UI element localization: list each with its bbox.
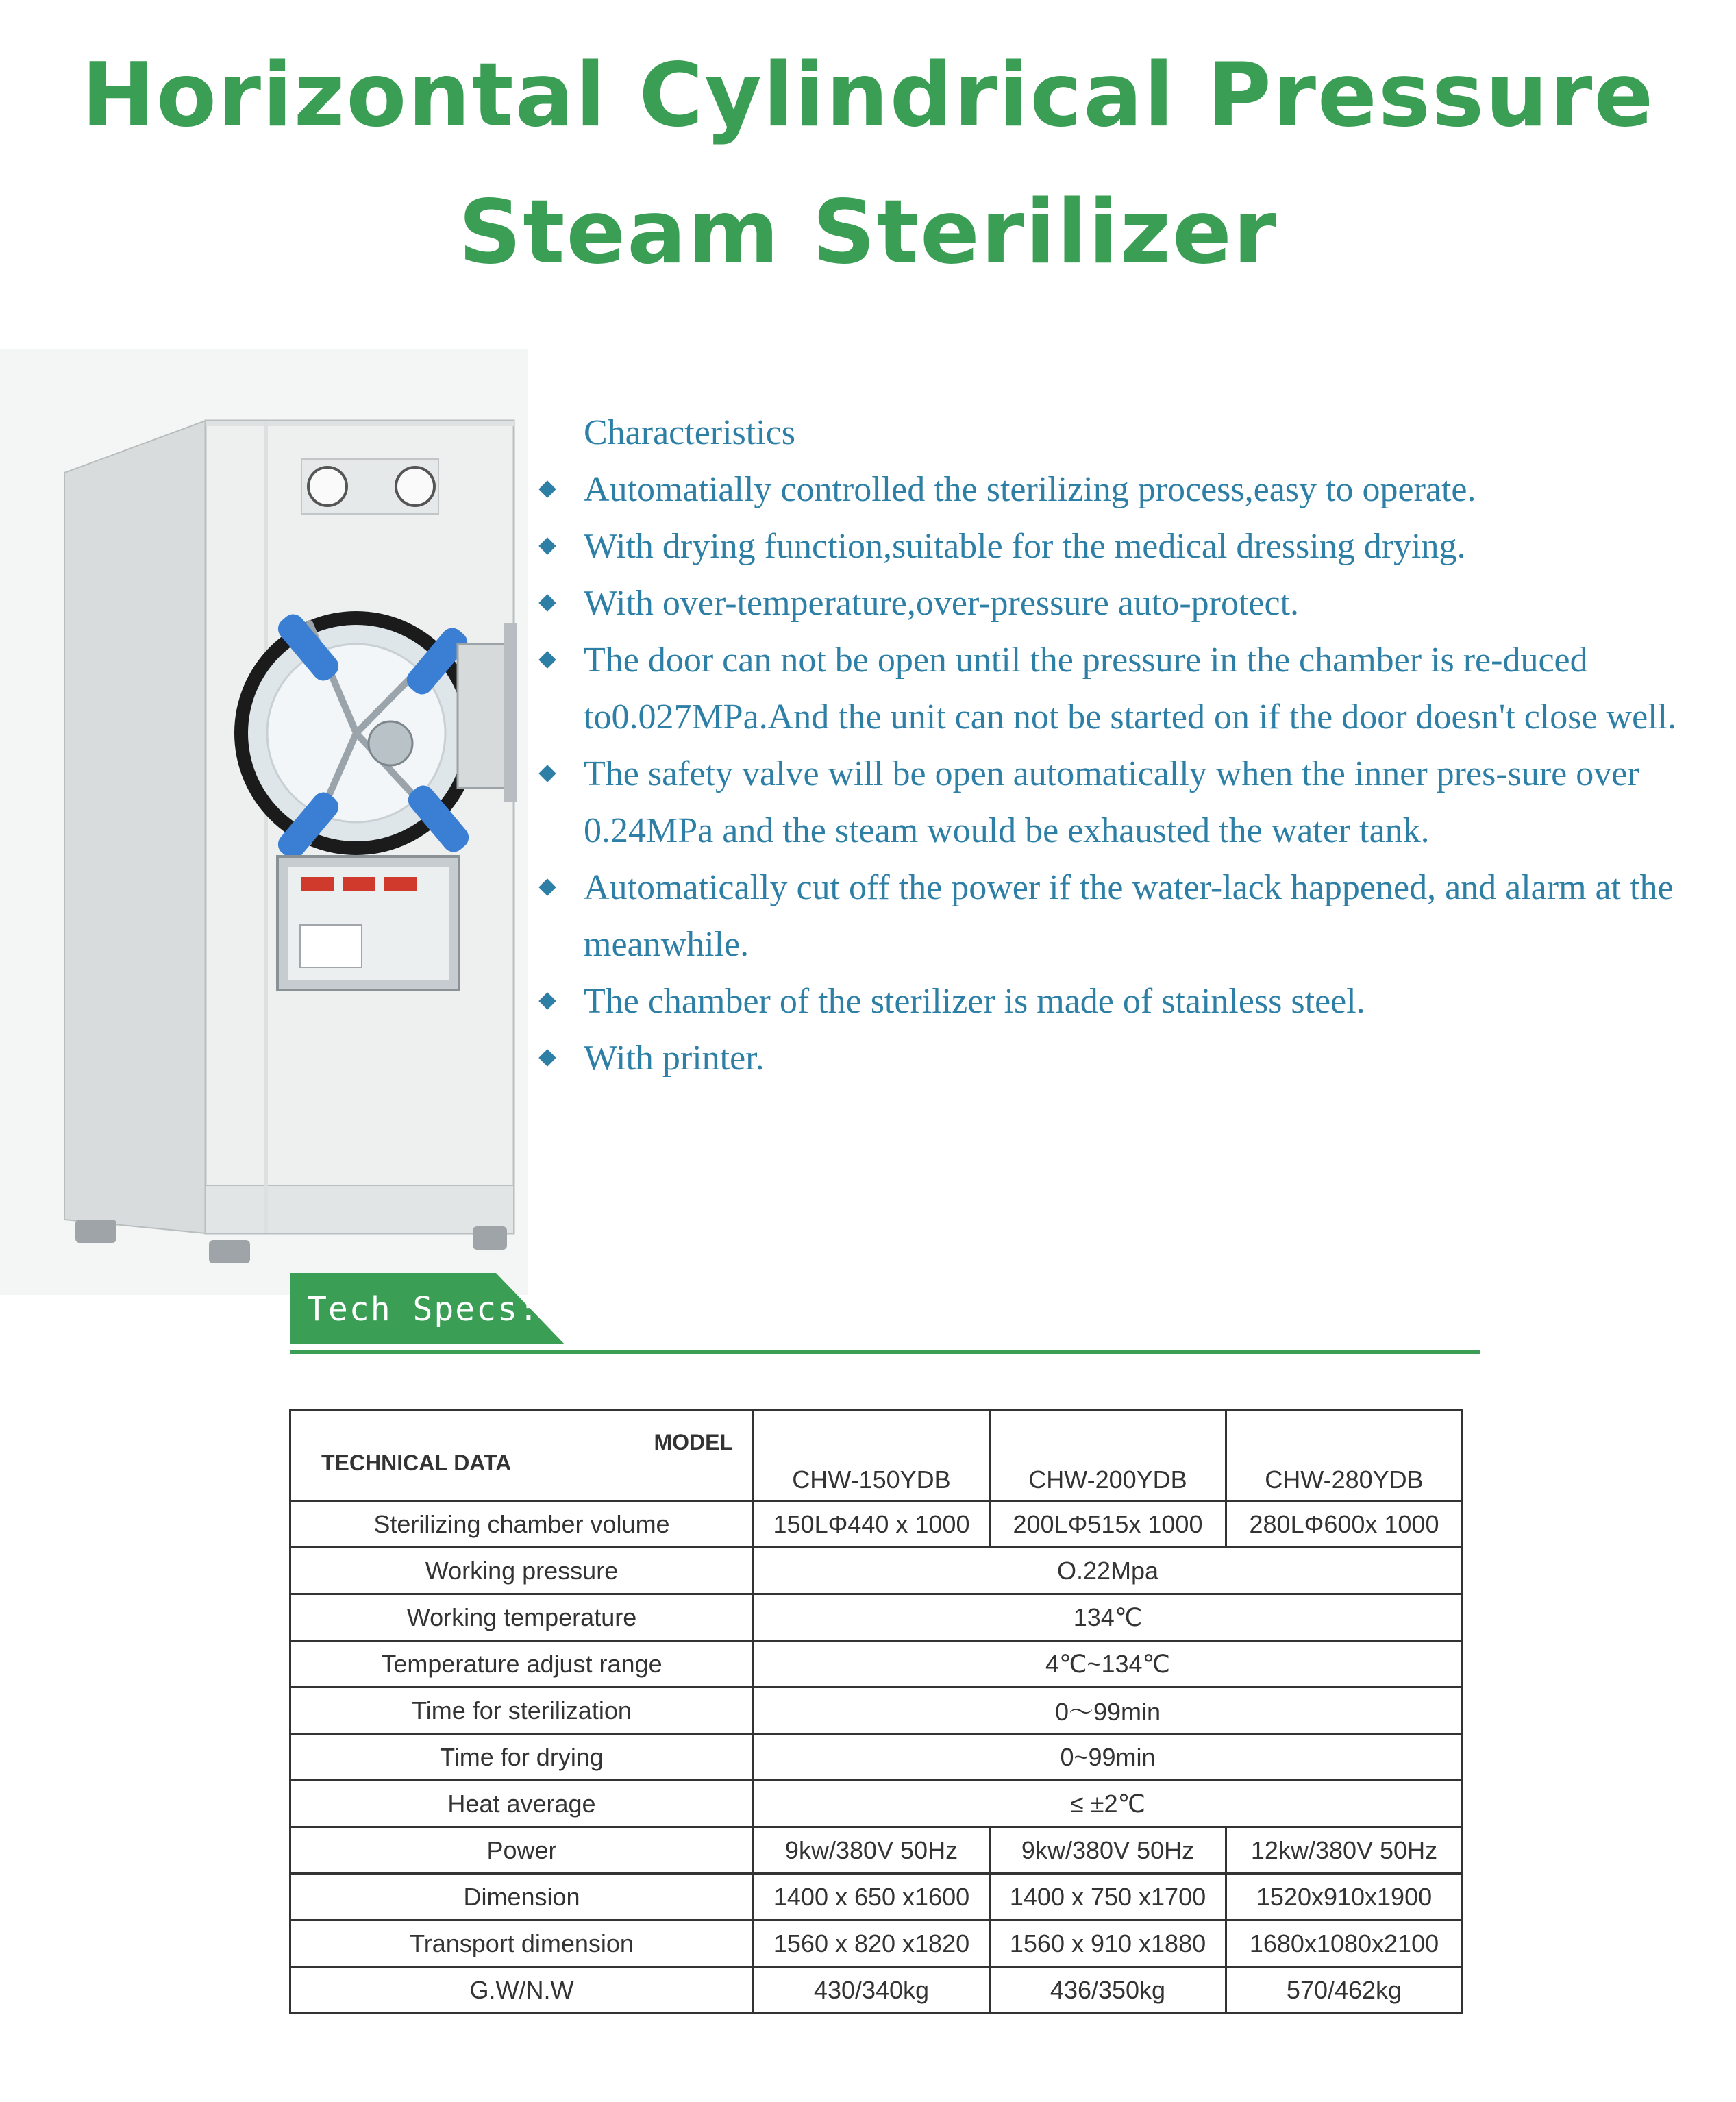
characteristic-text: With printer.	[584, 1039, 765, 1078]
spec-value: 134℃	[754, 1594, 1463, 1641]
spec-label: Temperature adjust range	[290, 1641, 754, 1687]
diamond-bullet-icon	[538, 1049, 556, 1066]
spec-value: 570/462kg	[1226, 1967, 1463, 2014]
tech-specs-label: Tech Specs:	[307, 1290, 540, 1328]
characteristic-text: With over-temperature,over-pressure auto-protect.	[584, 584, 1300, 623]
spec-label: Sterilizing chamber volume	[290, 1501, 754, 1548]
spec-row	[290, 1501, 1463, 1548]
characteristic-item	[534, 859, 1713, 973]
diamond-bullet-icon	[538, 878, 556, 895]
spec-value: 280LΦ600x 1000	[1226, 1501, 1463, 1548]
spec-row	[290, 1548, 1463, 1594]
spec-value: 1680x1080x2100	[1226, 1920, 1463, 1967]
spec-row	[290, 1967, 1463, 2014]
spec-value: 150LΦ440 x 1000	[754, 1501, 990, 1548]
spec-table-corner-cell	[290, 1410, 754, 1501]
diamond-bullet-icon	[538, 480, 556, 497]
spec-label: Heat average	[290, 1781, 754, 1827]
sterilizer-illustration	[0, 349, 528, 1295]
spec-row	[290, 1874, 1463, 1920]
spec-value: 0~99min	[754, 1734, 1463, 1781]
spec-value: ≤ ±2℃	[754, 1781, 1463, 1827]
spec-label: Transport dimension	[290, 1920, 754, 1967]
spec-label: Time for drying	[290, 1734, 754, 1781]
spec-label: G.W/N.W	[290, 1967, 754, 2014]
spec-value: 9kw/380V 50Hz	[990, 1827, 1226, 1874]
spec-value: 1400 x 650 x1600	[754, 1874, 990, 1920]
characteristic-text: With drying function,suitable for the medical dressing drying.	[584, 527, 1466, 566]
characteristic-item	[534, 745, 1713, 859]
spec-row	[290, 1781, 1463, 1827]
technical-data-label: TECHNICAL DATA	[321, 1450, 512, 1475]
spec-row	[290, 1827, 1463, 1874]
characteristic-item	[534, 461, 1713, 518]
spec-value: 1560 x 910 x1880	[990, 1920, 1226, 1967]
spec-value: 4℃~134℃	[754, 1641, 1463, 1687]
spec-row	[290, 1594, 1463, 1641]
characteristic-item	[534, 575, 1713, 632]
characteristic-item	[534, 973, 1713, 1030]
page-title-line-1: Horizontal Cylindrical Pressure	[81, 45, 1655, 147]
characteristic-text: The door can not be open until the pressure in the chamber is re-duced to0.027MPa.And the unit can not be started on if the door doesn't close well.	[584, 641, 1677, 737]
characteristic-item	[534, 518, 1713, 575]
sterilizer-product-image	[0, 349, 528, 1295]
page-title	[0, 27, 1736, 301]
spec-label: Power	[290, 1827, 754, 1874]
spec-label: Dimension	[290, 1874, 754, 1920]
diamond-bullet-icon	[538, 992, 556, 1009]
spec-value: 0～99min	[754, 1687, 1463, 1734]
diamond-bullet-icon	[538, 594, 556, 611]
model-header-cell: CHW-200YDB	[990, 1410, 1226, 1501]
characteristic-item	[534, 632, 1713, 745]
characteristics-section	[534, 404, 1713, 1087]
characteristics-list	[534, 461, 1713, 1087]
model-column-label: MODEL	[654, 1430, 733, 1455]
spec-row	[290, 1687, 1463, 1734]
spec-value: 430/340kg	[754, 1967, 990, 2014]
characteristic-text: Automatically cut off the power if the water-lack happened, and alarm at the meanwhile.	[584, 868, 1674, 964]
characteristics-heading: Characteristics	[584, 413, 795, 452]
diamond-bullet-icon	[538, 765, 556, 782]
characteristic-text: Automatially controlled the sterilizing process,easy to operate.	[584, 470, 1476, 509]
characteristic-text: The chamber of the sterilizer is made of stainless steel.	[584, 982, 1365, 1021]
tech-specs-banner	[290, 1273, 1480, 1355]
characteristic-item	[534, 1030, 1713, 1087]
spec-label: Time for sterilization	[290, 1687, 754, 1734]
spec-label: Working temperature	[290, 1594, 754, 1641]
characteristic-text: The safety valve will be open automatically when the inner pres-sure over 0.24MPa and the steam would be exhausted the water tank.	[584, 754, 1639, 850]
spec-value: 200LΦ515x 1000	[990, 1501, 1226, 1548]
tech-specs-divider	[290, 1350, 1480, 1354]
spec-value: 1560 x 820 x1820	[754, 1920, 990, 1967]
page-title-line-2: Steam Sterilizer	[458, 182, 1278, 284]
spec-value: 436/350kg	[990, 1967, 1226, 2014]
spec-table-header-row	[290, 1410, 1463, 1501]
spec-value: 1400 x 750 x1700	[990, 1874, 1226, 1920]
diamond-bullet-icon	[538, 651, 556, 668]
spec-row	[290, 1641, 1463, 1687]
spec-row	[290, 1734, 1463, 1781]
spec-row	[290, 1920, 1463, 1967]
spec-value: 12kw/380V 50Hz	[1226, 1827, 1463, 1874]
diamond-bullet-icon	[538, 537, 556, 554]
spec-value: 9kw/380V 50Hz	[754, 1827, 990, 1874]
spec-label: Working pressure	[290, 1548, 754, 1594]
model-header-cell: CHW-280YDB	[1226, 1410, 1463, 1501]
spec-value: 1520x910x1900	[1226, 1874, 1463, 1920]
spec-table	[289, 1409, 1463, 2014]
model-header-cell: CHW-150YDB	[754, 1410, 990, 1501]
spec-value: O.22Mpa	[754, 1548, 1463, 1594]
